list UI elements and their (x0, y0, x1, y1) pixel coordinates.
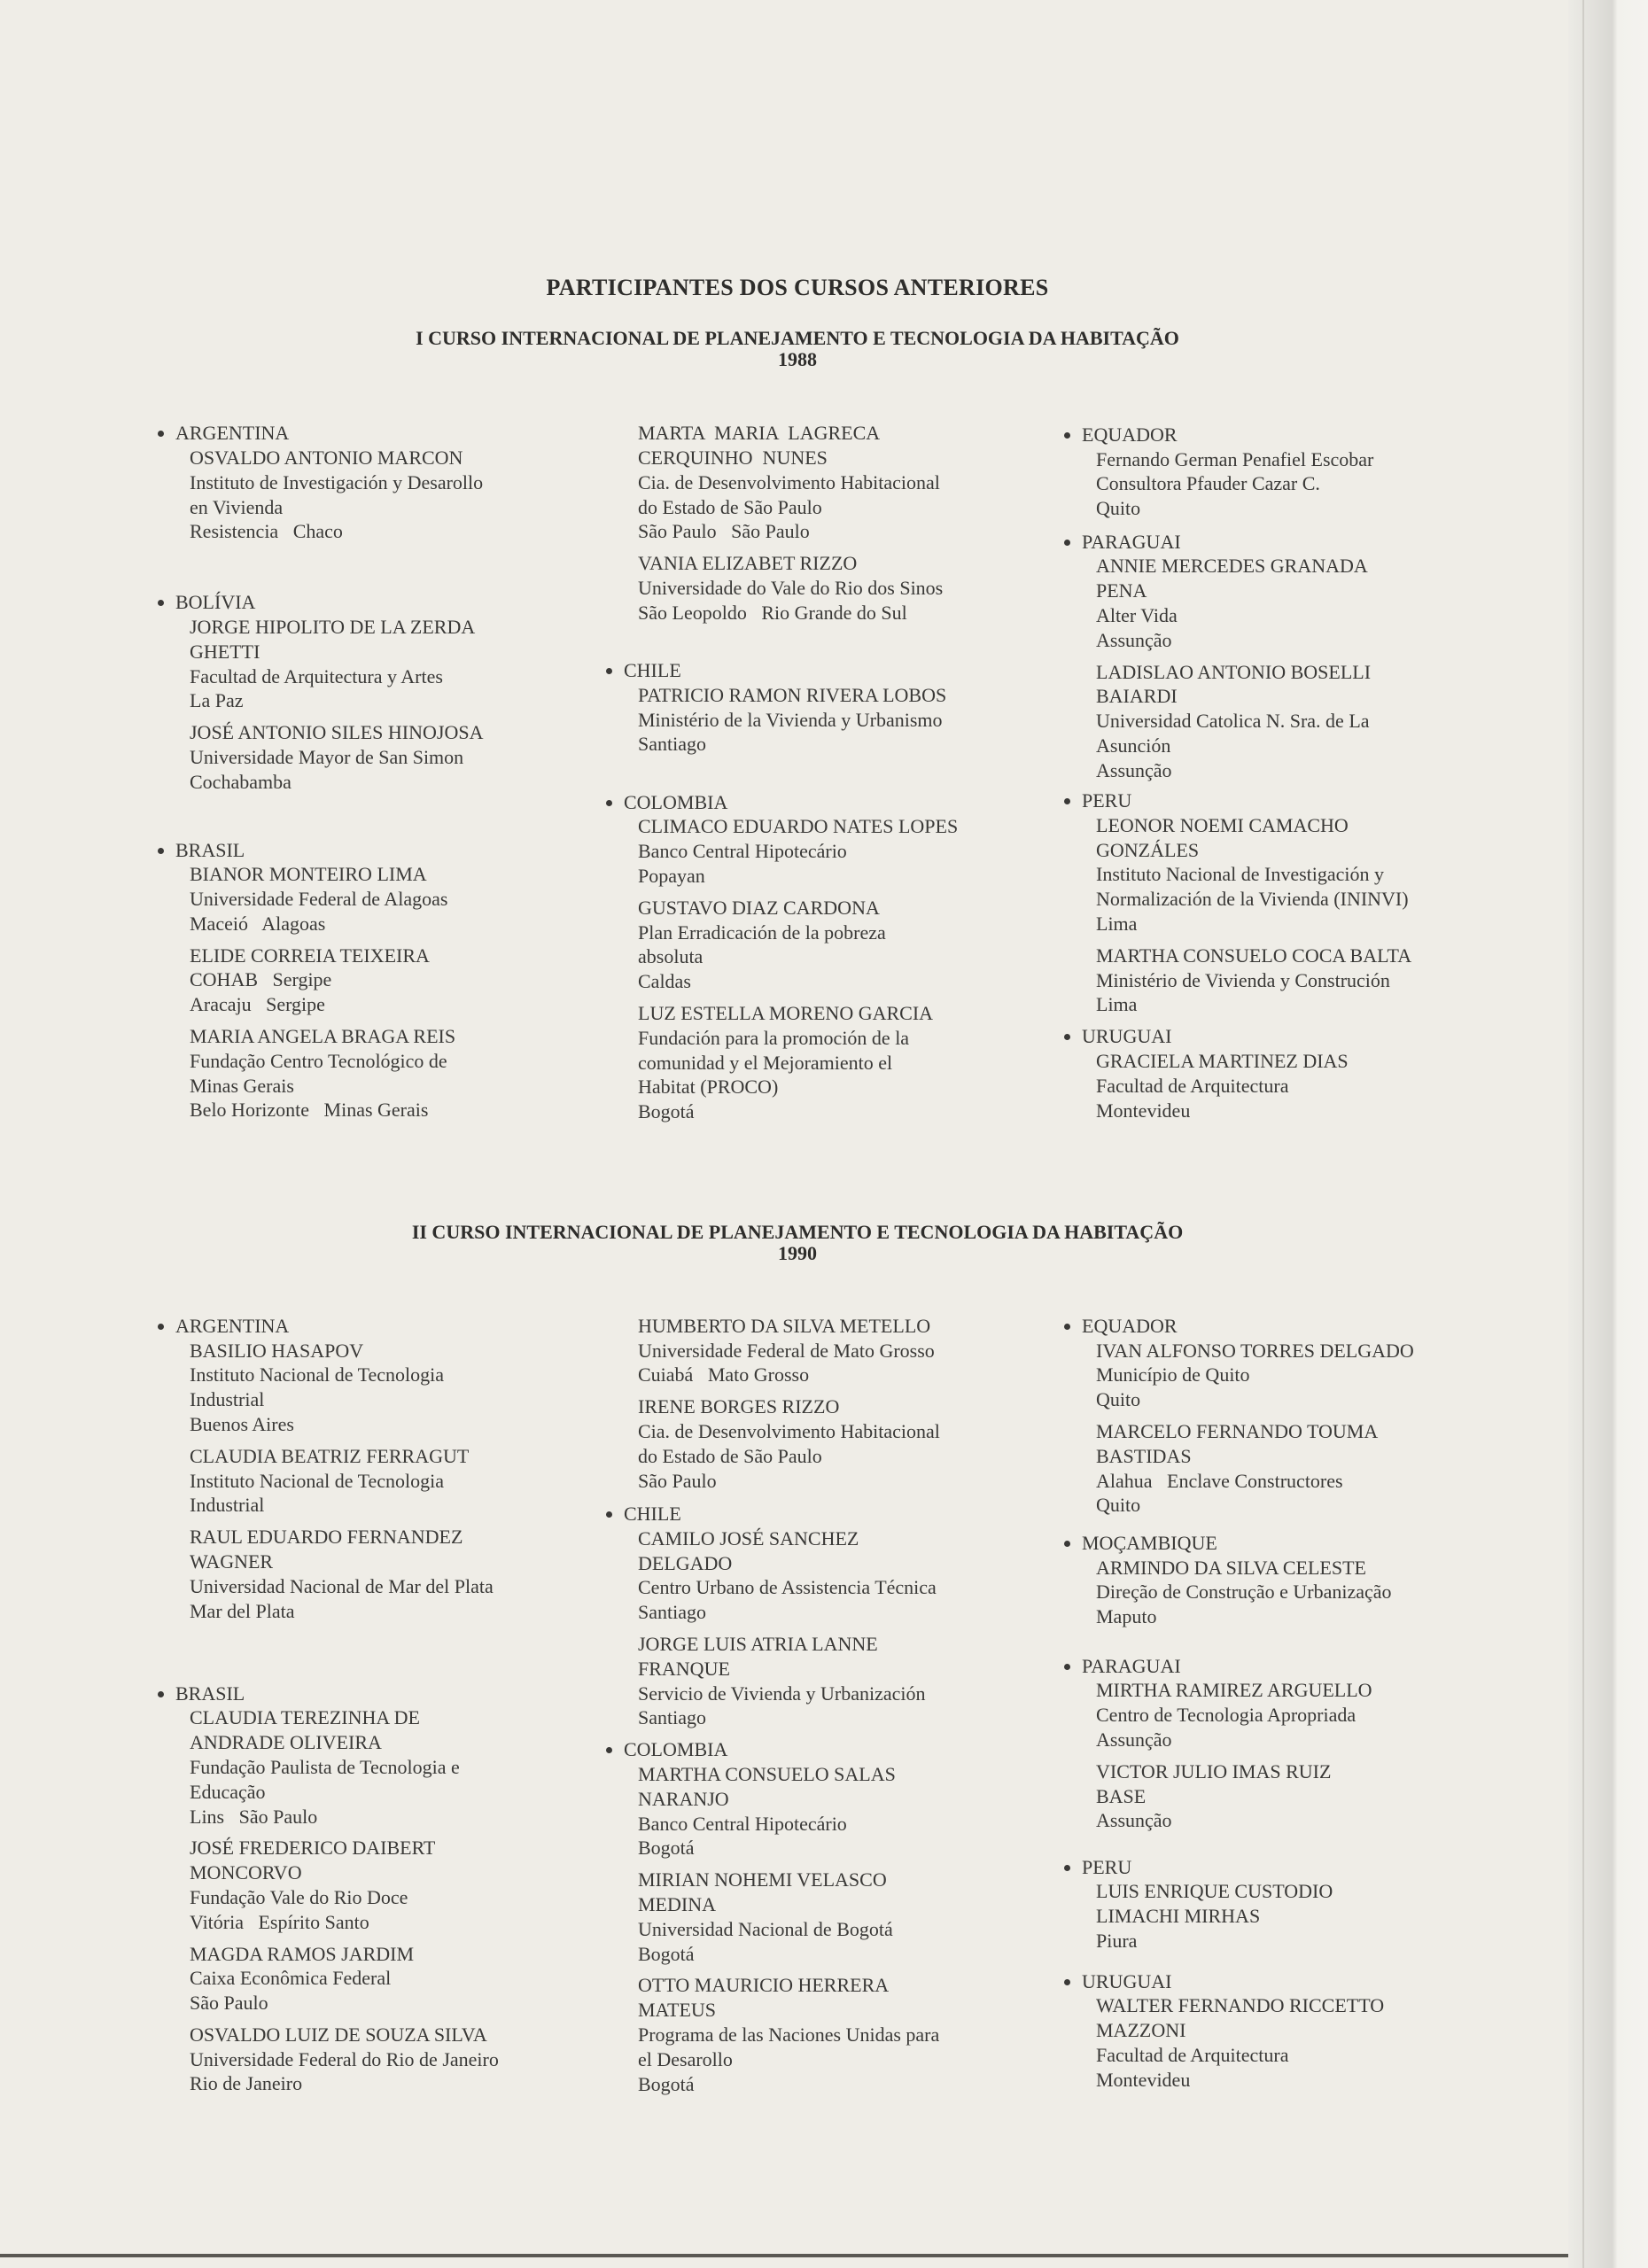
participant-entry (1096, 813, 1411, 936)
participant-entry (638, 1868, 939, 1966)
country-block-chile (624, 1502, 937, 1737)
participant-line: Facultad de Arquitectura (1096, 1074, 1289, 1097)
country-block-argentina (175, 1314, 494, 1631)
participant-line: Assunção (1096, 1809, 1172, 1832)
participant-line: VICTOR JULIO IMAS RUIZ (1096, 1759, 1332, 1783)
participant-line: OSVALDO ANTONIO MARCON (190, 446, 463, 469)
course-year: 1988 (778, 348, 817, 370)
country-heading: BOLÍVIA (175, 590, 483, 615)
participant-line: CAMILO JOSÉ SANCHEZ (638, 1526, 859, 1550)
participant-line: MIRIAN NOHEMI VELASCO (638, 1868, 887, 1891)
participant-line: Município de Quito (1096, 1363, 1250, 1386)
participant-entry (638, 1001, 958, 1124)
participant-entry (190, 446, 483, 544)
participant-entry (190, 615, 483, 713)
participant-line: WAGNER (190, 1550, 274, 1573)
participant-line: IVAN ALFONSO TORRES DELGADO (1096, 1339, 1414, 1362)
participant-line: BASILIO HASAPOV (190, 1339, 364, 1362)
country-block-colombia (624, 790, 958, 1131)
participant-line: Centro de Tecnologia Apropriada (1096, 1704, 1356, 1727)
participant-line: Montevideu (1096, 2068, 1191, 2091)
participant-line: PENA (1096, 579, 1147, 602)
participant-line: Banco Central Hipotecário (638, 840, 847, 863)
participant-entry (1096, 447, 1373, 521)
participant-line: Normalización de la Vivienda (ININVI) (1096, 888, 1409, 911)
participant-line: Assunção (1096, 628, 1172, 651)
participant-line: COHAB Sergipe (190, 968, 332, 991)
participant-line: São Leopoldo Rio Grande do Sul (638, 601, 907, 624)
participant-line: Industrial (190, 1388, 265, 1411)
country-heading: COLOMBIA (624, 790, 958, 815)
participant-line: São Paulo São Paulo (638, 520, 810, 543)
participant-entry (638, 1526, 937, 1625)
participant-entry (638, 683, 946, 757)
participant-line: Mar del Plata (190, 1599, 295, 1622)
participant-line: Universidad Nacional de Mar del Plata (190, 1574, 494, 1597)
participant-line: absoluta (638, 945, 704, 968)
participant-line: en Vivienda (190, 495, 284, 518)
country-heading: MOÇAMBIQUE (1082, 1531, 1392, 1556)
page-title: PARTICIPANTES DOS CURSOS ANTERIORES (546, 275, 1049, 300)
participant-line: Universidade Federal de Alagoas (190, 888, 448, 911)
participant-line: Bogotá (638, 1100, 695, 1123)
country-heading: ARGENTINA (175, 421, 483, 446)
country-block-argentina (175, 421, 483, 551)
participant-entry (190, 944, 455, 1017)
participant-line: LADISLAO ANTONIO BOSELLI (1096, 660, 1372, 683)
participant-entry (638, 896, 958, 994)
participant-line: OSVALDO LUIZ DE SOUZA SILVA (190, 2023, 487, 2046)
country-heading: EQUADOR (1082, 423, 1373, 447)
participant-entry (190, 2023, 499, 2096)
participant-line: JOSÉ ANTONIO SILES HINOJOSA (190, 721, 484, 744)
participant-line: CLAUDIA TEREZINHA DE (190, 1706, 420, 1729)
country-heading: BRASIL (175, 838, 455, 863)
country-heading: URUGUAI (1082, 1024, 1349, 1049)
participant-line: CLIMACO EDUARDO NATES LOPES (638, 815, 959, 838)
country-heading: PERU (1082, 1855, 1333, 1880)
participant-line: MEDINA (638, 1893, 716, 1915)
participant-entry (638, 1394, 940, 1493)
course-title: II CURSO INTERNACIONAL DE PLANEJAMENTO E TECNOLOGIA DA HABITAÇÃO (411, 1221, 1184, 1243)
participant-line: Universidade Mayor de San Simon (190, 746, 464, 769)
participant-line: ARMINDO DA SILVA CELESTE (1096, 1556, 1366, 1579)
participant-entry (638, 814, 958, 888)
participant-line: Universidade Federal de Mato Grosso (638, 1339, 935, 1362)
country-block-equador (1082, 423, 1373, 528)
participant-line: Fundação Vale do Rio Doce (190, 1885, 408, 1908)
participant-line: Universidade do Vale do Rio dos Sinos (638, 576, 944, 599)
participant-line: Buenos Aires (190, 1412, 294, 1435)
participant-entry (190, 1705, 499, 1829)
participant-entry (190, 1836, 499, 1934)
participant-line: NARANJO (638, 1787, 729, 1810)
participant-line: LUIS ENRIQUE CUSTODIO (1096, 1880, 1333, 1903)
participant-line: Educação (190, 1780, 266, 1803)
participant-line: IRENE BORGES RIZZO (638, 1395, 840, 1418)
participant-entry (638, 551, 943, 625)
participant-line: São Paulo (638, 1469, 717, 1492)
participant-line: Plan Erradicación de la pobreza (638, 920, 886, 944)
participant-line: Santiago (638, 1601, 706, 1624)
section-heading-1988 (0, 328, 1595, 370)
participant-line: LEONOR NOEMI CAMACHO (1096, 813, 1349, 836)
participant-line: MONCORVO (190, 1861, 302, 1884)
participant-entry (190, 1942, 499, 2016)
participant-line: BASE (1096, 1784, 1147, 1807)
country-block-paraguai (1082, 1654, 1372, 1841)
country-heading: BRASIL (175, 1682, 499, 1706)
participant-line: PATRICIO RAMON RIVERA LOBOS (638, 683, 947, 706)
participant-line: BASTIDAS (1096, 1444, 1192, 1467)
participant-line: Facultad de Arquitectura (1096, 2043, 1289, 2066)
participant-line: Cia. de Desenvolvimento Habitacional (638, 470, 940, 493)
participant-line: Lima (1096, 993, 1138, 1016)
participant-line: MARCELO FERNANDO TOUMA (1096, 1419, 1379, 1442)
participant-entry (1096, 1339, 1414, 1412)
country-block-paraguai (1082, 530, 1371, 790)
country-heading: EQUADOR (1082, 1314, 1414, 1339)
participant-line: Asunción (1096, 734, 1171, 757)
country-heading: PERU (1082, 788, 1411, 813)
participant-line: Caldas (638, 970, 691, 993)
participant-line: ELIDE CORREIA TEIXEIRA (190, 944, 430, 967)
participant-line: Banco Central Hipotecário (638, 1812, 847, 1835)
participant-entry (1096, 660, 1371, 783)
participant-line: GRACIELA MARTINEZ DIAS (1096, 1049, 1349, 1072)
participant-line: VANIA ELIZABET RIZZO (638, 552, 858, 575)
participant-line: Direção de Construção e Urbanização (1096, 1581, 1392, 1604)
participant-entry (190, 1525, 494, 1623)
participant-line: BIANOR MONTEIRO LIMA (190, 863, 427, 886)
participant-line: Universidad Catolica N. Sra. de La (1096, 710, 1370, 733)
participant-line: LUZ ESTELLA MORENO GARCIA (638, 1001, 934, 1024)
country-block-colombia (624, 1737, 939, 2103)
participant-line: Maputo (1096, 1605, 1157, 1628)
country-block-continued (638, 421, 943, 632)
participant-line: MARTA MARIA LAGRECA (638, 422, 881, 445)
participant-line: Rio de Janeiro (190, 2072, 303, 2095)
participant-line: Cia. de Desenvolvimento Habitacional (638, 1419, 940, 1442)
participant-line: Lins São Paulo (190, 1805, 318, 1828)
participant-line: Quito (1096, 497, 1141, 520)
participant-entry (190, 1444, 494, 1518)
country-heading: PARAGUAI (1082, 530, 1371, 555)
participant-line: La Paz (190, 689, 244, 712)
participant-line: Santiago (638, 733, 706, 756)
participant-line: Universidade Federal do Rio de Janeiro (190, 2047, 499, 2070)
participant-line: comunidad y el Mejoramiento el (638, 1051, 893, 1074)
country-block-bolívia (175, 590, 483, 801)
participant-entry (1096, 1879, 1333, 1953)
participant-line: Belo Horizonte Minas Gerais (190, 1099, 429, 1122)
participant-line: Fundação Centro Tecnológico de (190, 1049, 447, 1072)
participant-line: MAGDA RAMOS JARDIM (190, 1942, 415, 1965)
participant-entry (190, 1024, 455, 1122)
participant-line: Instituto Nacional de Tecnologia (190, 1363, 445, 1386)
participant-entry (190, 720, 483, 794)
participant-line: Lima (1096, 912, 1138, 935)
participant-line: MARTHA CONSUELO COCA BALTA (1096, 944, 1412, 967)
participant-line: Programa de las Naciones Unidas para (638, 2023, 940, 2046)
participant-entry (638, 1762, 939, 1860)
participant-entry (1096, 1993, 1384, 2092)
participant-line: GHETTI (190, 640, 260, 663)
participant-line: Assunção (1096, 1728, 1172, 1751)
participant-line: el Desarollo (638, 2047, 733, 2070)
country-block-uruguai (1082, 1024, 1349, 1130)
country-heading: PARAGUAI (1082, 1654, 1372, 1679)
participant-entry (638, 1632, 937, 1730)
country-block-moçambique (1082, 1531, 1392, 1636)
participant-line: Centro Urbano de Assistencia Técnica (638, 1576, 937, 1599)
participant-line: Instituto de Investigación y Desarollo (190, 470, 484, 493)
country-block-peru (1082, 1855, 1333, 1961)
participant-line: Ministério de Vivienda y Construción (1096, 968, 1390, 991)
participant-line: Fernando German Penafiel Escobar (1096, 447, 1374, 470)
participant-line: Quito (1096, 1388, 1141, 1411)
participant-line: LIMACHI MIRHAS (1096, 1905, 1261, 1928)
participant-line: Ministério de la Vivienda y Urbanismo (638, 708, 943, 731)
participant-line: Vitória Espírito Santo (190, 1910, 369, 1933)
course-title: I CURSO INTERNACIONAL DE PLANEJAMENTO E TECNOLOGIA DA HABITAÇÃO (416, 327, 1179, 349)
participant-line: Santiago (638, 1706, 706, 1729)
country-heading: URUGUAI (1082, 1969, 1384, 1994)
participant-entry (1096, 944, 1411, 1017)
country-block-equador (1082, 1314, 1414, 1525)
participant-line: ANNIE MERCEDES GRANADA (1096, 555, 1368, 578)
country-block-brasil (175, 1682, 499, 2104)
participant-line: Alahua Enclave Constructores (1096, 1469, 1343, 1492)
participant-line: GONZÁLES (1096, 838, 1200, 861)
participant-line: Minas Gerais (190, 1074, 294, 1097)
participant-line: OTTO MAURICIO HERRERA (638, 1974, 890, 1997)
page-bottom-edge (0, 2254, 1568, 2257)
country-heading: COLOMBIA (624, 1737, 939, 1762)
participant-line: Quito (1096, 1494, 1141, 1517)
participant-line: RAUL EDUARDO FERNANDEZ (190, 1526, 463, 1549)
participant-line: Aracaju Sergipe (190, 993, 325, 1016)
participant-entry (1096, 554, 1371, 652)
participant-line: Industrial (190, 1494, 265, 1517)
participant-line: Habitat (PROCO) (638, 1076, 779, 1099)
country-block-brasil (175, 838, 455, 1130)
participant-line: MIRTHA RAMIREZ ARGUELLO (1096, 1679, 1372, 1702)
participant-line: MAZZONI (1096, 2019, 1186, 2042)
participant-line: Universidad Nacional de Bogotá (638, 1917, 893, 1940)
participant-line: JOSÉ FREDERICO DAIBERT (190, 1837, 436, 1860)
participant-line: Alter Vida (1096, 604, 1178, 627)
participant-entry (190, 1339, 494, 1437)
participant-entry (1096, 1678, 1372, 1751)
country-block-uruguai (1082, 1969, 1384, 2100)
participant-line: Montevideu (1096, 1099, 1191, 1122)
participant-line: MARIA ANGELA BRAGA REIS (190, 1025, 456, 1048)
participant-line: Maceió Alagoas (190, 912, 326, 935)
participant-line: Bogotá (638, 2072, 695, 2095)
participant-line: do Estado de São Paulo (638, 1444, 822, 1467)
participant-line: Bogotá (638, 1837, 695, 1860)
participant-line: DELGADO (638, 1551, 733, 1574)
participant-line: MATEUS (638, 1999, 717, 2022)
participant-entry (638, 421, 943, 544)
participant-entry (638, 1973, 939, 2096)
participant-line: Cochabamba (190, 770, 292, 793)
participant-line: Fundação Paulista de Tecnologia e (190, 1755, 460, 1778)
participant-line: CERQUINHO NUNES (638, 446, 828, 469)
participant-line: HUMBERTO DA SILVA METELLO (638, 1314, 931, 1337)
participant-entry (1096, 1049, 1349, 1122)
participant-entry (1096, 1556, 1392, 1629)
participant-entry (1096, 1759, 1372, 1833)
participant-entry (638, 1314, 940, 1387)
participant-line: Consultora Pfauder Cazar C. (1096, 472, 1320, 495)
participant-line: Caixa Econômica Federal (190, 1967, 392, 1990)
participant-line: MARTHA CONSUELO SALAS (638, 1763, 896, 1786)
participant-line: BAIARDI (1096, 685, 1178, 708)
participant-line: Instituto Nacional de Tecnologia (190, 1469, 445, 1492)
participant-line: São Paulo (190, 1992, 268, 2015)
course-year: 1990 (778, 1242, 817, 1264)
section-heading-1990 (0, 1222, 1595, 1264)
participant-line: GUSTAVO DIAZ CARDONA (638, 896, 880, 919)
participant-line: do Estado de São Paulo (638, 495, 822, 518)
country-block-peru (1082, 788, 1411, 1024)
participant-line: Servicio de Vivienda y Urbanización (638, 1682, 926, 1705)
participant-line: Fundación para la promoción de la (638, 1026, 910, 1049)
participant-line: Popayan (638, 865, 705, 887)
participant-line: JORGE LUIS ATRIA LANNE (638, 1633, 878, 1656)
participant-line: Facultad de Arquitectura y Artes (190, 664, 443, 687)
country-heading: CHILE (624, 658, 946, 683)
country-heading: CHILE (624, 1502, 937, 1526)
participant-line: FRANQUE (638, 1657, 730, 1680)
participant-entry (190, 862, 455, 936)
participant-entry (1096, 1419, 1414, 1518)
participant-line: JORGE HIPOLITO DE LA ZERDA (190, 616, 476, 639)
country-heading: ARGENTINA (175, 1314, 494, 1339)
country-block-chile (624, 658, 946, 764)
participant-line: WALTER FERNANDO RICCETTO (1096, 1994, 1385, 2017)
participant-line: ANDRADE OLIVEIRA (190, 1731, 382, 1754)
participant-line: CLAUDIA BEATRIZ FERRAGUT (190, 1444, 470, 1467)
participant-line: Piura (1096, 1929, 1138, 1952)
participant-line: Assunção (1096, 758, 1172, 781)
participant-line: Cuiabá Mato Grosso (638, 1363, 810, 1386)
participant-line: Instituto Nacional de Investigación y (1096, 863, 1385, 886)
participant-line: Bogotá (638, 1942, 695, 1965)
participant-line: Resistencia Chaco (190, 520, 343, 543)
country-block-continued (638, 1314, 940, 1501)
